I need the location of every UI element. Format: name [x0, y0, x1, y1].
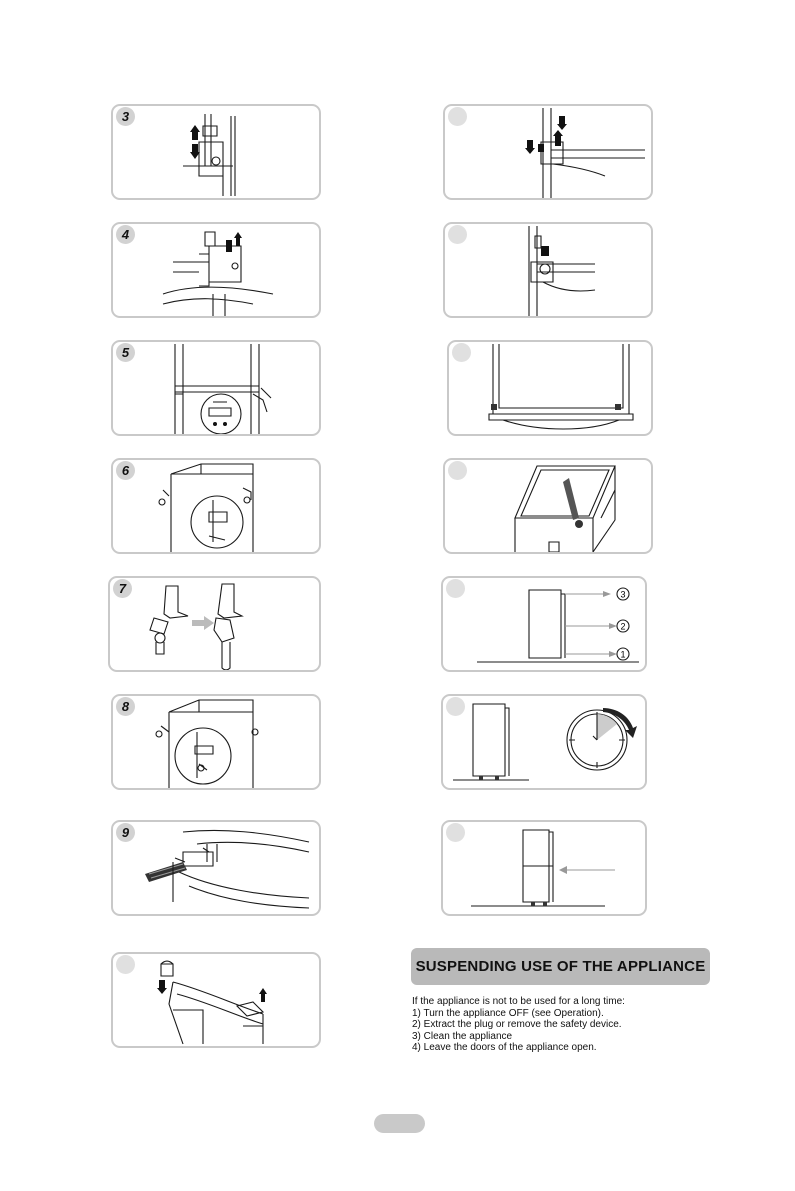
step-panel-7: [108, 576, 321, 672]
step-panel-4: [111, 222, 321, 318]
step-number-badge: 4: [116, 225, 135, 244]
step-number-badge: 8: [116, 697, 135, 716]
step-number-badge: 5: [116, 343, 135, 362]
step-panel-r2: [443, 222, 653, 318]
step-panel-9: [111, 820, 321, 916]
hinge-reattach-illustration: [445, 106, 651, 198]
door-closing-illustration: [443, 822, 645, 914]
step-panel-r6: [441, 694, 647, 790]
door-front-illustration: [449, 342, 651, 434]
hinge-pin-swap-illustration: [110, 578, 319, 670]
step-panel-r3: [447, 340, 653, 436]
page-number: [374, 1114, 425, 1133]
level-check-illustration: [443, 578, 645, 670]
hole-cover-caps-illustration: [113, 954, 319, 1046]
wait-clock-illustration: [443, 696, 645, 788]
suspending-step: 4) Leave the doors of the appliance open.: [412, 1042, 597, 1053]
step-panel-8: [111, 694, 321, 790]
level-callout-1: 1: [620, 649, 626, 660]
step-panel-r5: [441, 576, 647, 672]
step-number-badge: 6: [116, 461, 135, 480]
step-number-badge: 9: [116, 823, 135, 842]
suspending-step: 3) Clean the appliance: [412, 1030, 513, 1042]
door-align-illustration: [445, 460, 651, 552]
hinge-screw-illustration: [445, 224, 651, 316]
suspending-step: 2) Extract the plug or remove the safety device.: [412, 1019, 622, 1030]
step-number-badge: 3: [116, 107, 135, 126]
step-number-badge: 7: [113, 579, 132, 598]
suspending-use-heading: SUSPENDING USE OF THE APPLIANCE: [411, 948, 710, 985]
hinge-cover-illustration: [113, 106, 319, 198]
hinge-refit-illustration: [113, 696, 319, 788]
hinge-bracket-illustration: [113, 224, 319, 316]
top-hinge-removal-illustration: [113, 460, 319, 552]
step-panel-r4: [443, 458, 653, 554]
step-panel-10: [111, 952, 321, 1048]
bottom-hinge-screwdriver-illustration: [113, 822, 319, 914]
level-callout-3: 3: [620, 589, 626, 600]
step-panel-r1: [443, 104, 653, 200]
step-panel-6: [111, 458, 321, 554]
suspending-intro: If the appliance is not to be used for a long time:: [412, 996, 625, 1007]
suspending-step: 1) Turn the appliance OFF (see Operation).: [412, 1007, 604, 1019]
step-panel-r7: [441, 820, 647, 916]
step-panel-5: [111, 340, 321, 436]
cabinet-top-illustration: [113, 342, 319, 434]
suspending-use-instructions: [412, 996, 625, 1054]
step-panel-3: [111, 104, 321, 200]
level-callout-2: 2: [620, 621, 626, 632]
